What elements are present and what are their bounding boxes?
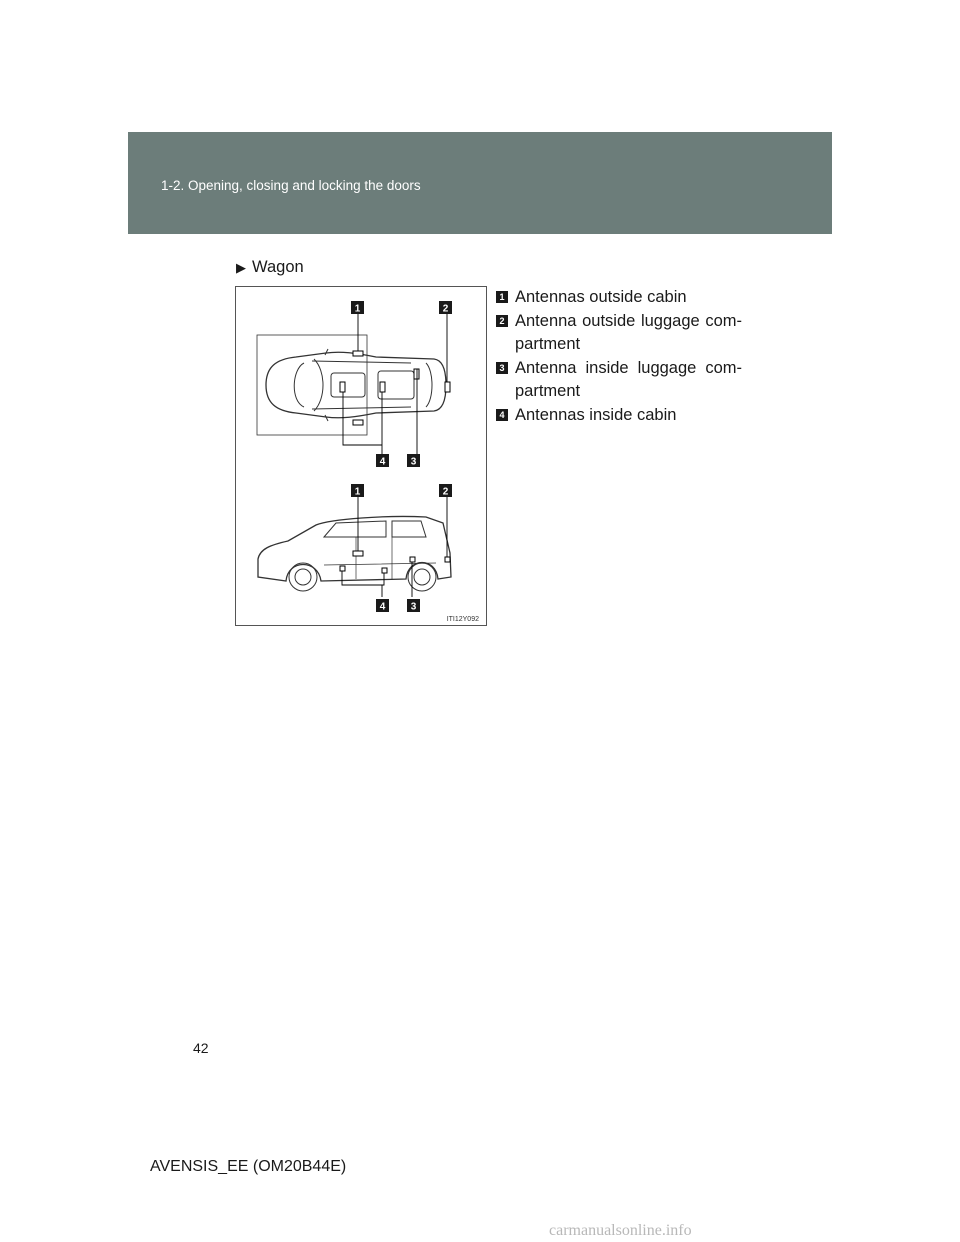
legend-text: Antennas inside cabin [515,406,677,424]
legend-item [496,404,742,427]
footer-model-code: AVENSIS_EE (OM20B44E) [150,1158,347,1175]
legend-list [496,286,742,428]
callout-4-top: 4 [379,456,386,468]
triangle-bullet-icon: ▶ [236,259,246,275]
legend-number-badge: 3 [496,362,508,374]
car-side-view [258,516,451,581]
chapter-title: 1-2. Opening, closing and locking the doors [161,178,421,193]
callout-4-side: 4 [379,601,386,613]
legend-item [496,286,742,309]
antenna-location-figure [235,286,487,626]
page-number: 42 [193,1040,209,1056]
chapter-header-bar [128,132,832,234]
callout-1-side: 1 [354,486,361,498]
callout-2-top: 2 [442,303,449,315]
top-view-frame [257,335,367,435]
callout-1-top: 1 [354,303,361,315]
legend-item [496,357,742,403]
legend-text: Antenna inside luggage com-partment [515,359,742,400]
section-title-text: Wagon [252,258,304,276]
legend-item [496,310,742,356]
watermark: carmanualsonline.info [549,1222,692,1239]
section-title [236,258,304,277]
legend-number-badge: 4 [496,409,508,421]
legend-text: Antenna outside luggage com-partment [515,312,742,353]
callout-3-top: 3 [410,456,417,468]
callout-3-side: 3 [410,601,417,613]
legend-text: Antennas outside cabin [515,288,687,306]
legend-number-badge: 1 [496,291,508,303]
figure-code: ITI12Y092 [446,616,479,623]
callout-2-side: 2 [442,486,449,498]
legend-number-badge: 2 [496,315,508,327]
